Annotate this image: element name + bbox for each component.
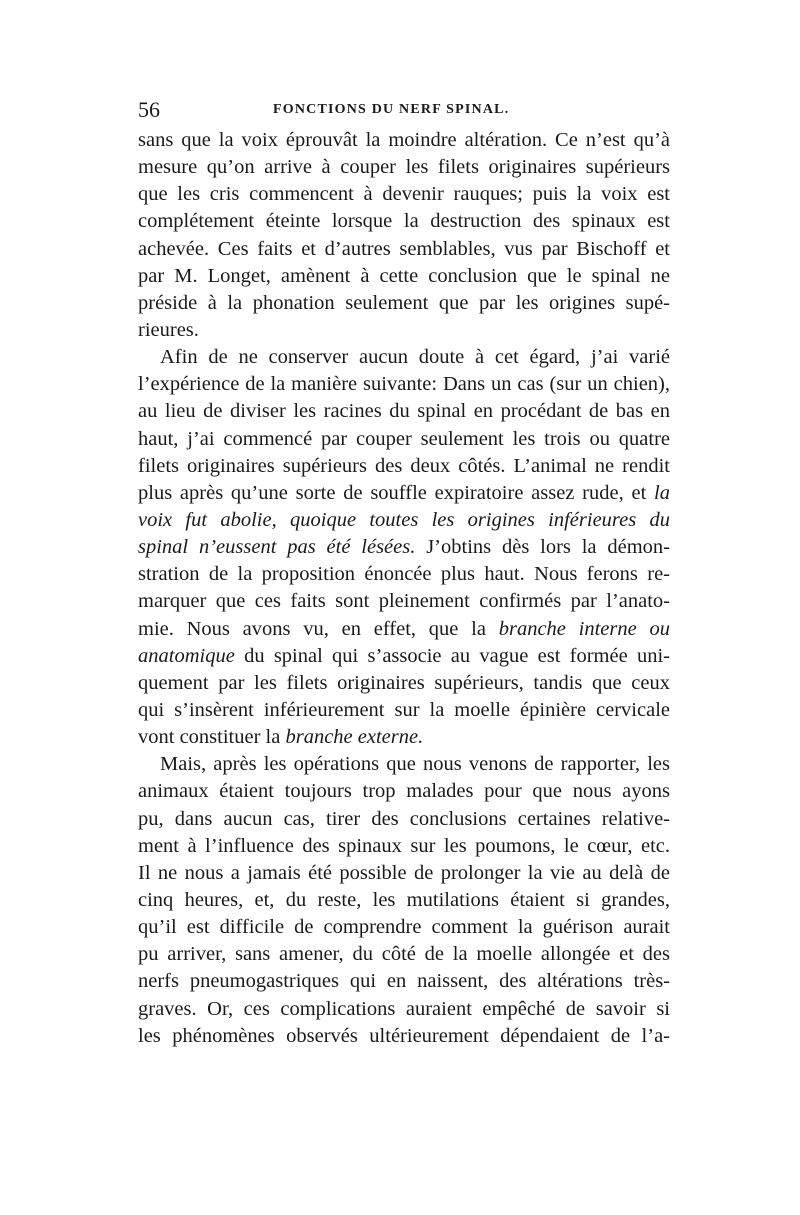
text-line — [138, 670, 670, 697]
text-run: pu arriver, sans amener, du côté de la moelle allongée et des — [138, 943, 670, 966]
text-line — [138, 181, 670, 208]
text-line — [138, 643, 670, 670]
text-run: Afin de ne conserver aucun doute à cet égard, j’ai varié — [160, 346, 670, 369]
text-run: Il ne nous a jamais été possible de prolonger la vie au delà de — [138, 861, 670, 884]
text-run: cinq heures, et, du reste, les mutilations étaient si grandes, — [138, 888, 670, 911]
text-run: haut, j’ai commencé par couper seulement les trois ou quatre — [138, 427, 670, 450]
text-line — [138, 290, 670, 317]
text-line — [138, 426, 670, 453]
running-title: FONCTIONS DU NERF SPINAL. — [273, 102, 510, 117]
text-line — [138, 208, 670, 235]
italic-text: la — [654, 481, 670, 504]
running-head — [138, 96, 670, 124]
text-line — [138, 480, 670, 507]
text-run: J’obtins dès lors la démon- — [415, 536, 670, 559]
text-line — [138, 263, 670, 290]
text-run: filets originaires supérieurs des deux côtés. L’animal ne rendit — [138, 454, 670, 477]
text-run: par M. Longet, amènent à cette conclusion que le spinal ne — [138, 264, 670, 287]
text-run: qu’il est difficile de comprendre comment la guérison aurait — [138, 916, 670, 939]
text-line — [138, 887, 670, 914]
page-number: 56 — [138, 97, 160, 122]
text-run: qui s’insèrent inférieurement sur la moelle épinière cervicale — [138, 698, 670, 721]
text-line — [138, 317, 670, 344]
text-run: vont constituer la — [138, 726, 286, 749]
book-page — [138, 96, 670, 1050]
text-run: achevée. Ces faits et d’autres semblables, vus par Bischoff et — [138, 237, 670, 260]
text-line — [138, 996, 670, 1023]
text-run: du spinal qui s’associe au vague est formée uni- — [234, 644, 670, 667]
text-line — [138, 806, 670, 833]
italic-text: anatomique — [138, 644, 235, 667]
italic-text: voix fut abolie, quoique toutes les origines inférieures du — [138, 508, 670, 531]
text-run: nerfs pneumogastriques qui en naissent, des altérations très- — [138, 970, 670, 993]
text-run: mie. Nous avons vu, en effet, que la — [138, 617, 499, 640]
text-run: préside à la phonation seulement que par les origines supé- — [138, 291, 670, 314]
text-line — [138, 127, 670, 154]
text-line — [138, 941, 670, 968]
text-line — [138, 833, 670, 860]
text-line — [138, 968, 670, 995]
italic-text: spinal n’eussent pas été lésées. — [138, 536, 416, 559]
text-run: complétement éteinte lorsque la destruction des spinaux est — [138, 210, 670, 233]
body-text — [138, 127, 670, 1050]
text-run: Mais, après les opérations que nous venons de rapporter, les — [160, 753, 670, 776]
text-line — [138, 534, 670, 561]
text-run: au lieu de diviser les racines du spinal en procédant de bas en — [138, 400, 670, 423]
text-line — [138, 697, 670, 724]
text-line — [138, 588, 670, 615]
italic-text: branche externe. — [285, 726, 424, 749]
text-line — [138, 751, 670, 778]
text-line — [138, 507, 670, 534]
text-run: graves. Or, ces complications auraient empêché de savoir si — [138, 997, 670, 1020]
text-run: sans que la voix éprouvât la moindre altération. Ce n’est qu’à — [138, 129, 670, 151]
text-run: animaux étaient toujours trop malades pour que nous ayons — [138, 780, 670, 803]
text-line — [138, 453, 670, 480]
text-run: stration de la proposition énoncée plus haut. Nous ferons re- — [138, 563, 670, 586]
text-line — [138, 616, 670, 643]
text-run: rieures. — [138, 318, 199, 341]
italic-text: branche interne ou — [498, 617, 670, 640]
text-run: que les cris commencent à devenir rauques; puis la voix est — [138, 183, 670, 206]
text-run: ment à l’influence des spinaux sur les poumons, le cœur, etc. — [138, 834, 670, 857]
text-line — [138, 236, 670, 263]
text-line — [138, 371, 670, 398]
text-run: mesure qu’on arrive à couper les filets originaires supérieurs — [138, 156, 670, 179]
text-run: marquer que ces faits sont pleinement confirmés par l’anato- — [138, 590, 670, 613]
text-line — [138, 1023, 670, 1050]
text-run: pu, dans aucun cas, tirer des conclusions certaines relative- — [138, 807, 670, 830]
text-line — [138, 154, 670, 181]
text-run: plus après qu’une sorte de souffle expiratoire assez rude, et — [138, 481, 655, 504]
text-run: l’expérience de la manière suivante: Dans un cas (sur un chien), — [138, 373, 670, 396]
text-line — [138, 398, 670, 425]
text-line — [138, 778, 670, 805]
text-run: quement par les filets originaires supérieurs, tandis que ceux — [138, 671, 670, 694]
text-line — [138, 561, 670, 588]
text-line — [138, 724, 670, 751]
text-line — [138, 914, 670, 941]
text-line — [138, 860, 670, 887]
text-run: les phénomènes observés ultérieurement dépendaient de l’a- — [138, 1024, 670, 1047]
text-line — [138, 344, 670, 371]
